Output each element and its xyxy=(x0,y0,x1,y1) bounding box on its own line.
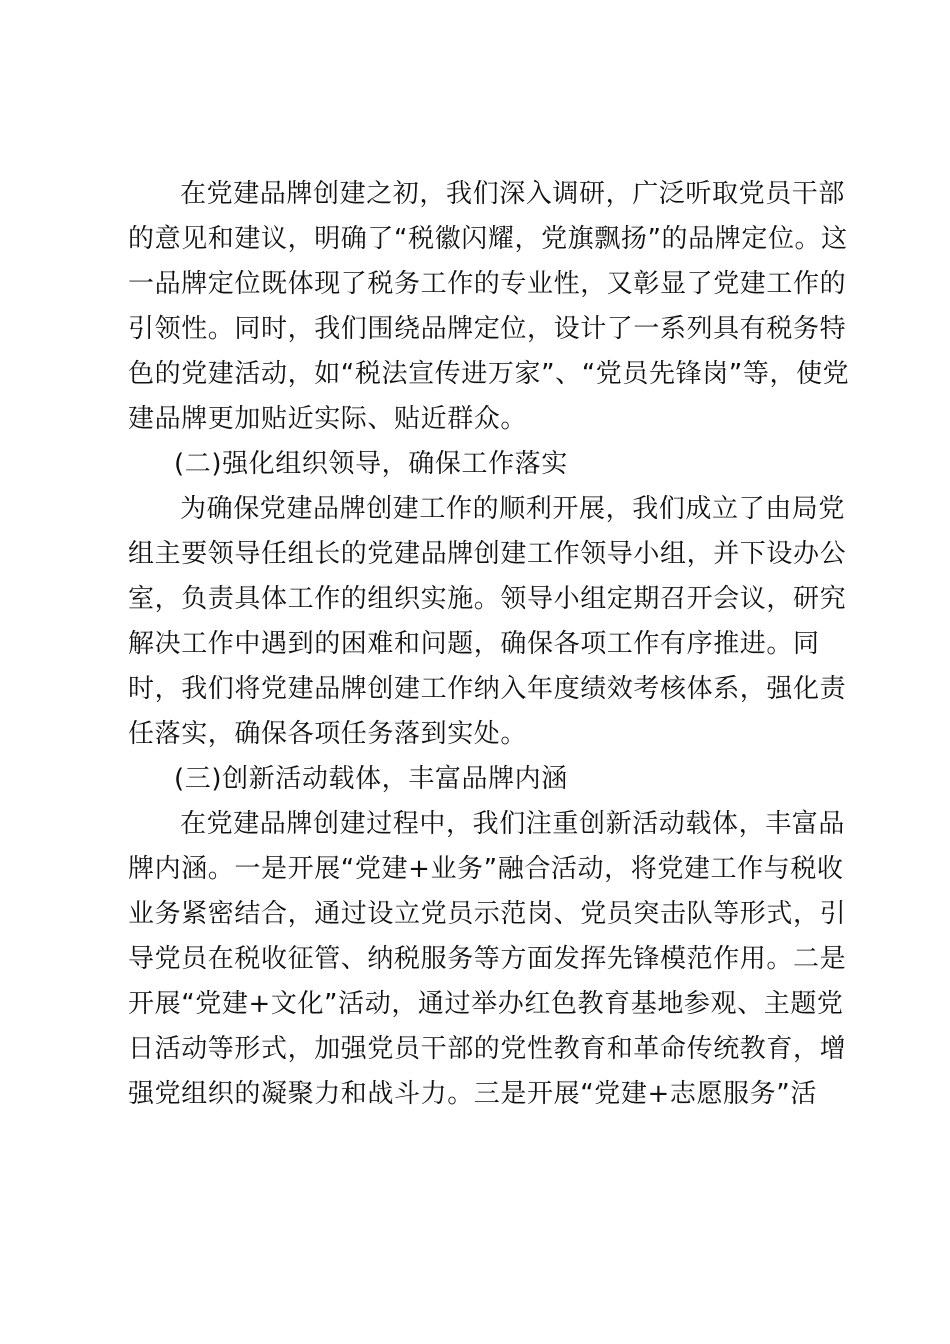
heading-line: (二)强化组织领导，确保工作落实 xyxy=(174,449,568,479)
text-line: 业务紧密结合，通过设立党员示范岗、党员突击队等形式，引 xyxy=(128,899,847,929)
paragraph-brand-positioning xyxy=(128,172,850,442)
text-line: 任落实，确保各项任务落到实处。 xyxy=(128,719,528,749)
text-line: 建品牌更加贴近实际、贴近群众。 xyxy=(128,404,528,434)
paragraph-activity-innovation xyxy=(128,802,847,1117)
text-line: 时，我们将党建品牌创建工作纳入年度绩效考核体系，强化责 xyxy=(128,674,847,704)
text-line: 为确保党建品牌创建工作的顺利开展，我们成立了由局党 xyxy=(180,494,846,524)
paragraph-organization-leadership xyxy=(128,487,847,757)
section-heading-2 xyxy=(128,442,818,487)
text-line: 解决工作中遇到的困难和问题，确保各项工作有序推进。同 xyxy=(128,629,820,659)
text-line: 在党建品牌创建之初，我们深入调研，广泛听取党员干部 xyxy=(180,179,846,209)
text-line: 室，负责具体工作的组织实施。领导小组定期召开会议，研究 xyxy=(128,584,847,614)
text-line: 开展“党建+文化”活动，通过举办红色教育基地参观、主题党 xyxy=(128,989,844,1019)
text-line: 的意见和建议，明确了“税徽闪耀，党旗飘扬”的品牌定位。这 xyxy=(128,224,848,254)
text-line: 牌内涵。一是开展“党建+业务”融合活动，将党建工作与税收 xyxy=(128,854,844,884)
text-line: 色的党建活动，如“税法宣传进万家”、“党员先锋岗”等，使党 xyxy=(128,359,850,389)
document-body xyxy=(128,172,850,1117)
text-line: 引领性。同时，我们围绕品牌定位，设计了一系列具有税务特 xyxy=(128,314,847,344)
text-line: 在党建品牌创建过程中，我们注重创新活动载体，丰富品 xyxy=(180,809,846,839)
text-line: 日活动等形式，加强党员干部的党性教育和革命传统教育，增 xyxy=(128,1034,847,1064)
text-line: 导党员在税收征管、纳税服务等方面发挥先锋模范作用。二是 xyxy=(128,944,847,974)
text-line: 组主要领导任组长的党建品牌创建工作领导小组，并下设办公 xyxy=(128,539,847,569)
heading-line: (三)创新活动载体，丰富品牌内涵 xyxy=(174,764,568,794)
text-line: 一品牌定位既体现了税务工作的专业性，又彰显了党建工作的 xyxy=(128,269,847,299)
text-line: 强党组织的凝聚力和战斗力。三是开展“党建+志愿服务”活 xyxy=(128,1079,817,1109)
section-heading-3 xyxy=(128,757,818,802)
